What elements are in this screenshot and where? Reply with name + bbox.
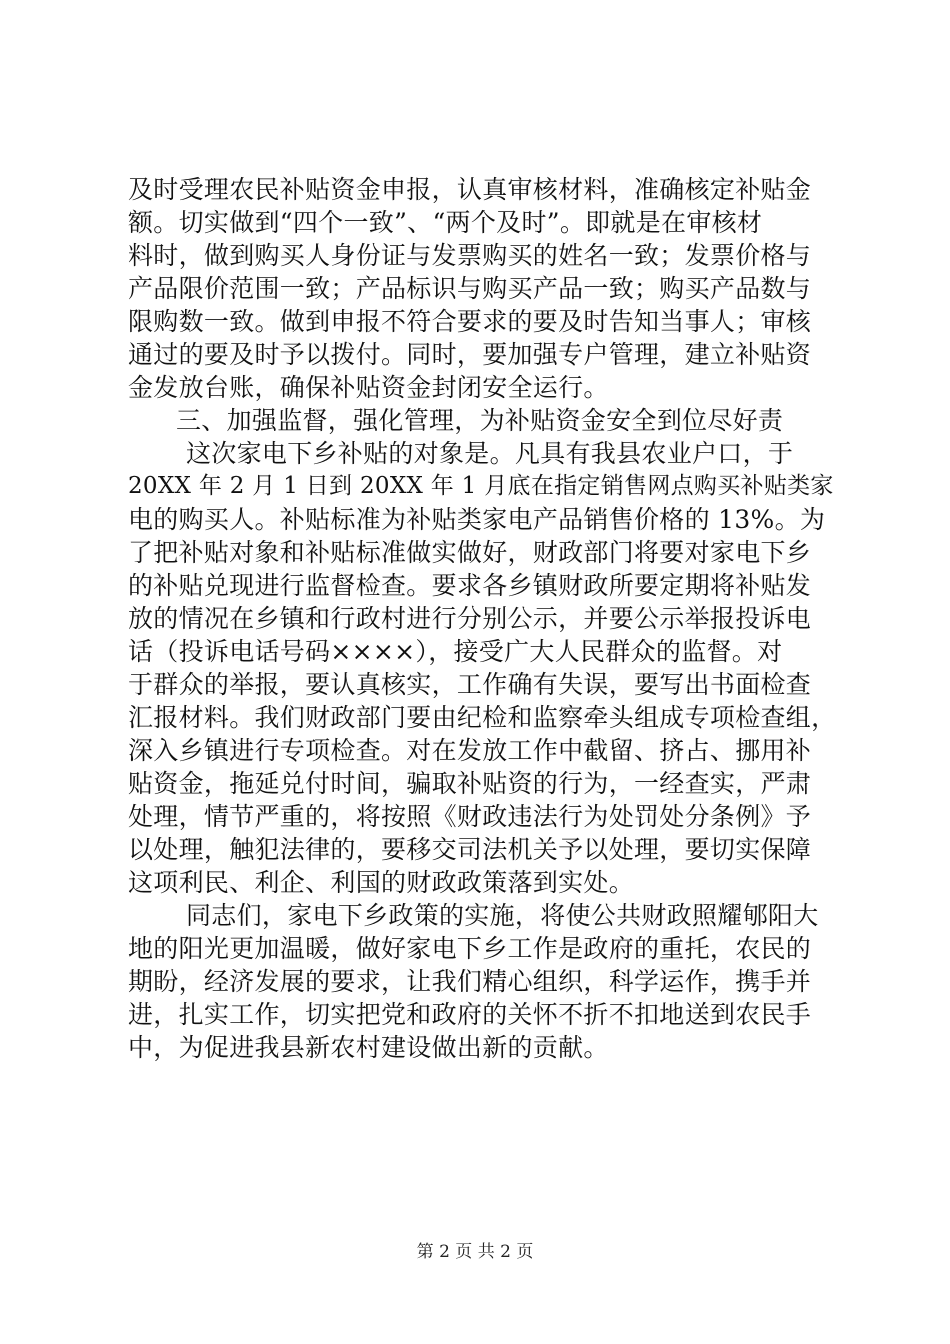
- text-line: 电的购买人。补贴标准为补贴类家电产品销售价格的 13%。为: [128, 505, 826, 534]
- text-line: 的补贴兑现进行监督检查。要求各乡镇财政所要定期将补贴发: [128, 571, 812, 600]
- text-line: 料时，做到购买人身份证与发票购买的姓名一致；发票价格与: [128, 241, 812, 270]
- section-heading: 三、加强监督，强化管理，为补贴资金安全到位尽好责: [176, 406, 784, 435]
- paragraph-first-line: 这次家电下乡补贴的对象是。凡具有我县农业户口，于: [186, 439, 794, 468]
- text-line: 这项利民、利企、利国的财政政策落到实处。: [128, 868, 635, 897]
- text-line: 地的阳光更加温暖，做好家电下乡工作是政府的重托，农民的: [128, 934, 812, 963]
- text-line: 产品限价范围一致；产品标识与购买产品一致；购买产品数与: [128, 274, 812, 303]
- text-line: 通过的要及时予以拨付。同时，要加强专户管理，建立补贴资: [128, 340, 812, 369]
- text-line: 了把补贴对象和补贴标准做实做好，财政部门将要对家电下乡: [128, 538, 812, 567]
- page-number-footer: 第 2 页 共 2 页: [416, 1242, 534, 1262]
- text-line: 期盼，经济发展的要求，让我们精心组织，科学运作，携手并: [128, 967, 812, 996]
- text-line: 汇报材料。我们财政部门要由纪检和监察牵头组成专项检查组，: [128, 703, 837, 732]
- text-line: 话（投诉电话号码××××），接受广大人民群众的监督。对: [128, 637, 783, 666]
- text-line: 以处理，触犯法律的，要移交司法机关予以处理，要切实保障: [128, 835, 812, 864]
- text-line: 于群众的举报，要认真核实，工作确有失误，要写出书面检查: [128, 670, 812, 699]
- text-line: 中，为促进我县新农村建设做出新的贡献。: [128, 1033, 609, 1062]
- text-line: 深入乡镇进行专项检查。对在发放工作中截留、挤占、挪用补: [128, 736, 812, 765]
- paragraph-first-line: 同志们，家电下乡政策的实施，将使公共财政照耀郇阳大: [186, 901, 819, 930]
- body-text: [128, 173, 844, 1064]
- text-line: 20XX 年 2 月 1 日到 20XX 年 1 月底在指定销售网点购买补贴类家: [128, 473, 834, 499]
- text-line: 额。切实做到“四个一致”、“两个及时”。即就是在审核材: [128, 208, 763, 237]
- text-line: 及时受理农民补贴资金申报，认真审核材料，准确核定补贴金: [128, 175, 812, 204]
- text-line: 处理，情节严重的，将按照《财政违法行为处罚处分条例》予: [128, 802, 812, 831]
- text-line: 贴资金，拖延兑付时间，骗取补贴资的行为，一经查实，严肃: [128, 769, 812, 798]
- text-line: 限购数一致。做到申报不符合要求的要及时告知当事人；审核: [128, 307, 812, 336]
- text-line: 放的情况在乡镇和行政村进行分别公示，并要公示举报投诉电: [128, 604, 812, 633]
- text-line: 金发放台账，确保补贴资金封闭安全运行。: [128, 373, 609, 402]
- text-line: 进，扎实工作，切实把党和政府的关怀不折不扣地送到农民手: [128, 1000, 812, 1029]
